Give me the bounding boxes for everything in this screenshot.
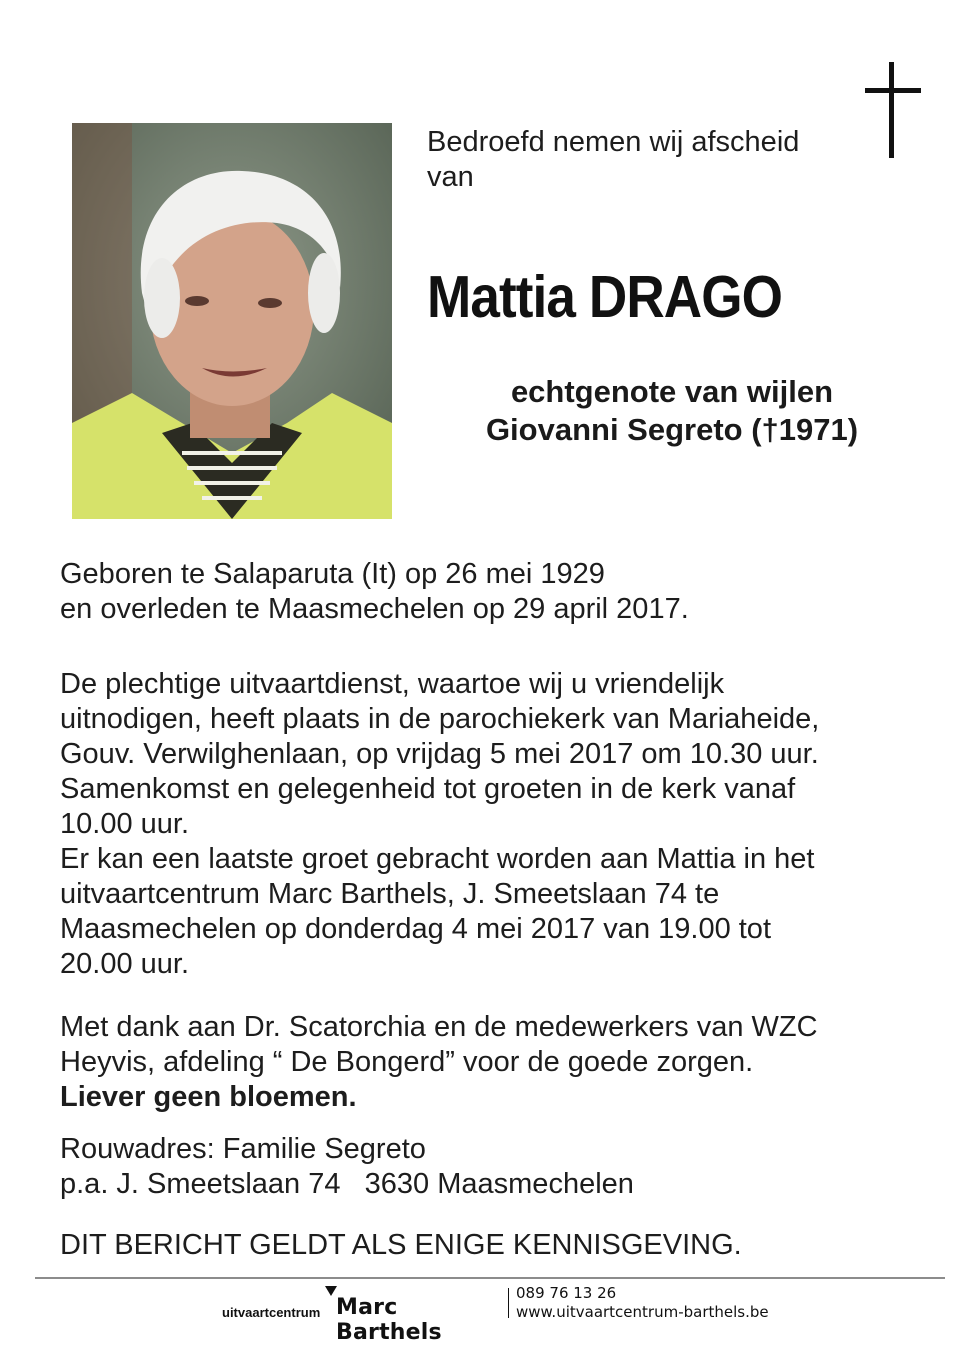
footer-separator xyxy=(508,1288,509,1318)
funeral-service-paragraph xyxy=(60,667,940,982)
spouse-text xyxy=(427,373,917,449)
text-line: Heyvis, afdeling “ De Bongerd” voor de goede zorgen. xyxy=(60,1046,754,1078)
notice-text: DIT BERICHT GELDT ALS ENIGE KENNISGEVING. xyxy=(60,1229,742,1261)
website-link[interactable]: www.uitvaartcentrum-barthels.be xyxy=(516,1303,769,1321)
portrait-photo xyxy=(72,123,392,519)
text-line: uitnodigen, heeft plaats in de parochiekerk van Mariaheide, xyxy=(60,703,820,735)
funeral-home-logo xyxy=(222,1286,502,1345)
logo-name: Marc Barthels xyxy=(336,1295,442,1345)
text-line: Gouv. Verwilghenlaan, op vrijdag 5 mei 2017 om 10.30 uur. xyxy=(60,738,819,770)
spouse-line: echtgenote van wijlen xyxy=(510,374,834,409)
spouse-line: Giovanni Segreto (†1971) xyxy=(485,412,859,447)
logo-subtitle: uitvaartcentrum xyxy=(222,1305,321,1320)
text-line: uitvaartcentrum Marc Barthels, J. Smeetslaan 74 te xyxy=(60,878,720,910)
intro-line: van xyxy=(427,161,474,193)
no-flowers-note: Liever geen bloemen. xyxy=(60,1081,357,1113)
text-line: Geboren te Salaparuta (It) op 26 mei 1929 xyxy=(60,558,605,590)
footer-contact xyxy=(516,1284,769,1322)
text-line: Maasmechelen op donderdag 4 mei 2017 van 19.00 tot xyxy=(60,913,771,945)
text-line: Er kan een laatste groet gebracht worden aan Mattia in het xyxy=(60,843,815,875)
text-line: en overleden te Maasmechelen op 29 april 2017. xyxy=(60,593,689,625)
text-line: 20.00 uur. xyxy=(60,948,189,980)
deceased-name: Mattia DRAGO xyxy=(427,264,783,330)
text-line: p.a. J. Smeetslaan 74 3630 Maasmechelen xyxy=(60,1168,634,1200)
intro-line: Bedroefd nemen wij afscheid xyxy=(427,126,800,158)
phone-number: 089 76 13 26 xyxy=(516,1284,617,1302)
text-line: Rouwadres: Familie Segreto xyxy=(60,1133,426,1165)
text-line: Samenkomst en gelegenheid tot groeten in de kerk vanaf xyxy=(60,773,796,805)
mourning-address xyxy=(60,1132,940,1202)
text-line: Met dank aan Dr. Scatorchia en de medewerkers van WZC xyxy=(60,1011,818,1043)
text-line: 10.00 uur. xyxy=(60,808,189,840)
intro-text xyxy=(427,125,857,195)
text-line: De plechtige uitvaartdienst, waartoe wij u vriendelijk xyxy=(60,668,725,700)
thanks-paragraph xyxy=(60,1010,940,1080)
cross-icon xyxy=(865,62,921,160)
footer-divider xyxy=(35,1277,945,1279)
birth-death-paragraph xyxy=(60,557,940,627)
